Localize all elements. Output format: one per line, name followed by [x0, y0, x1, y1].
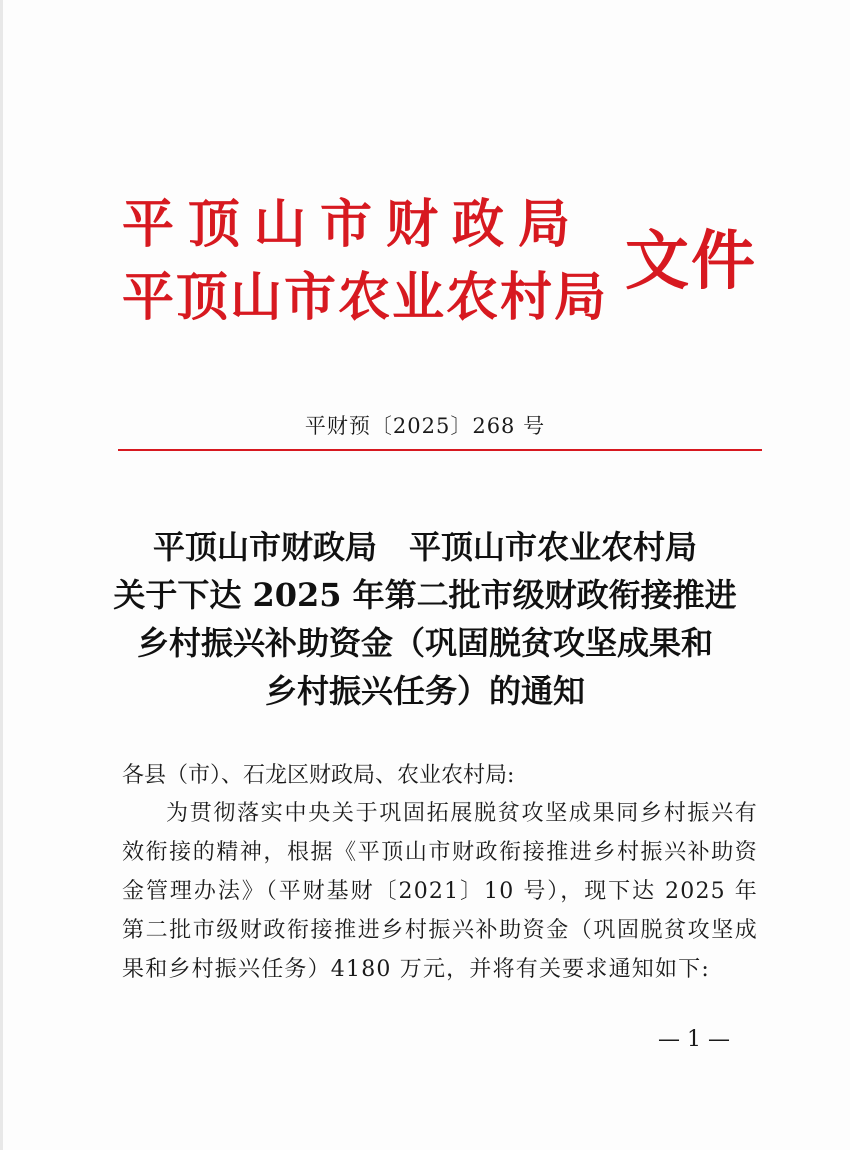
issuing-org-finance-bureau: 平顶山市财政局: [122, 194, 585, 255]
document-number: 平财预〔2025〕268 号: [304, 414, 546, 438]
page-number: — 1 —: [658, 1027, 730, 1052]
title-line-4: 乡村振兴任务）的通知: [264, 672, 585, 710]
notice-title: [0, 523, 850, 715]
salutation: 各县（市）、石龙区财政局、农业农村局:: [122, 763, 515, 788]
title-line-2: 关于下达 2025 年第二批市级财政衔接推进: [113, 576, 737, 614]
red-separator-line: [118, 449, 762, 451]
issuing-org-agriculture-bureau: 平顶山市农业农村局: [122, 267, 609, 328]
title-line-3: 乡村振兴补助资金（巩固脱贫攻坚成果和: [136, 624, 713, 662]
body-paragraph: 为贯彻落实中央关于巩固拓展脱贫攻坚成果同乡村振兴有效衔接的精神，根据《平顶山市财政衔接推进乡村振兴补助资金管理办法》（平财基财〔2021〕10 号），现下达 2025 年第二批市级财政衔接推进乡村振兴补助资金（巩固脱贫攻坚成果和乡村振兴任务）4180 万元，并将有关要求通知如下:: [122, 801, 758, 982]
document-type-label: 文件: [625, 224, 757, 299]
title-line-1: 平顶山市财政局 平顶山市农业农村局: [152, 528, 697, 566]
